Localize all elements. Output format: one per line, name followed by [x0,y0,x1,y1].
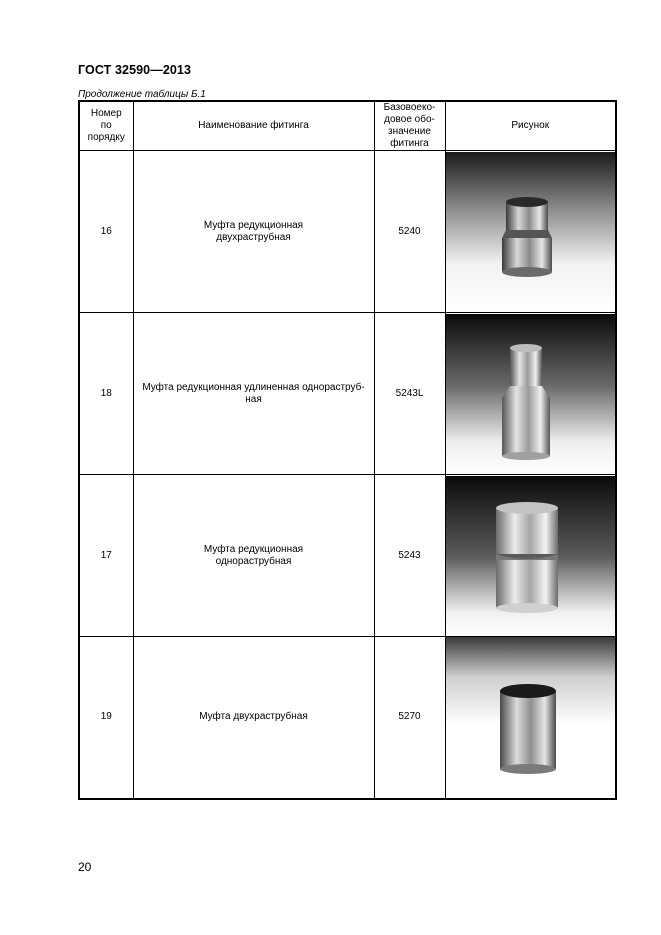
header-image: Рисунок [445,101,616,151]
page-number: 20 [78,860,92,874]
row-name: Муфта редукционная удлиненная однораструб- ная [133,313,374,475]
document-header: ГОСТ 32590—2013 [78,63,192,77]
row-name: Муфта двухраструбная [133,637,374,799]
row-image [445,151,616,313]
row-code: 5243 [374,475,445,637]
table-row [79,313,616,475]
header-name: Наименование фитинга [133,101,374,151]
header-number: Номер по порядку [79,101,133,151]
table-row [79,637,616,799]
long-reducer-coupling-image [446,314,616,474]
table-caption: Продолжение таблицы Б.1 [78,89,206,100]
row-number: 16 [79,151,133,313]
row-name: Муфта редукционная однораструбная [133,475,374,637]
fittings-table [78,100,617,800]
row-image [445,637,616,799]
row-image [445,313,616,475]
row-number: 17 [79,475,133,637]
table-header-row [79,101,616,151]
reducer-coupling-image [446,152,616,312]
table-row [79,151,616,313]
header-code: Базовоеко- довое обо- значение фитинга [374,101,445,151]
row-code: 5240 [374,151,445,313]
table-row [79,475,616,637]
row-number: 19 [79,637,133,799]
row-number: 18 [79,313,133,475]
row-image [445,475,616,637]
row-code: 5270 [374,637,445,799]
double-socket-coupling-image [446,637,616,797]
single-socket-reducer-image [446,476,616,636]
row-name: Муфта редукционная двухраструбная [133,151,374,313]
row-code: 5243L [374,313,445,475]
